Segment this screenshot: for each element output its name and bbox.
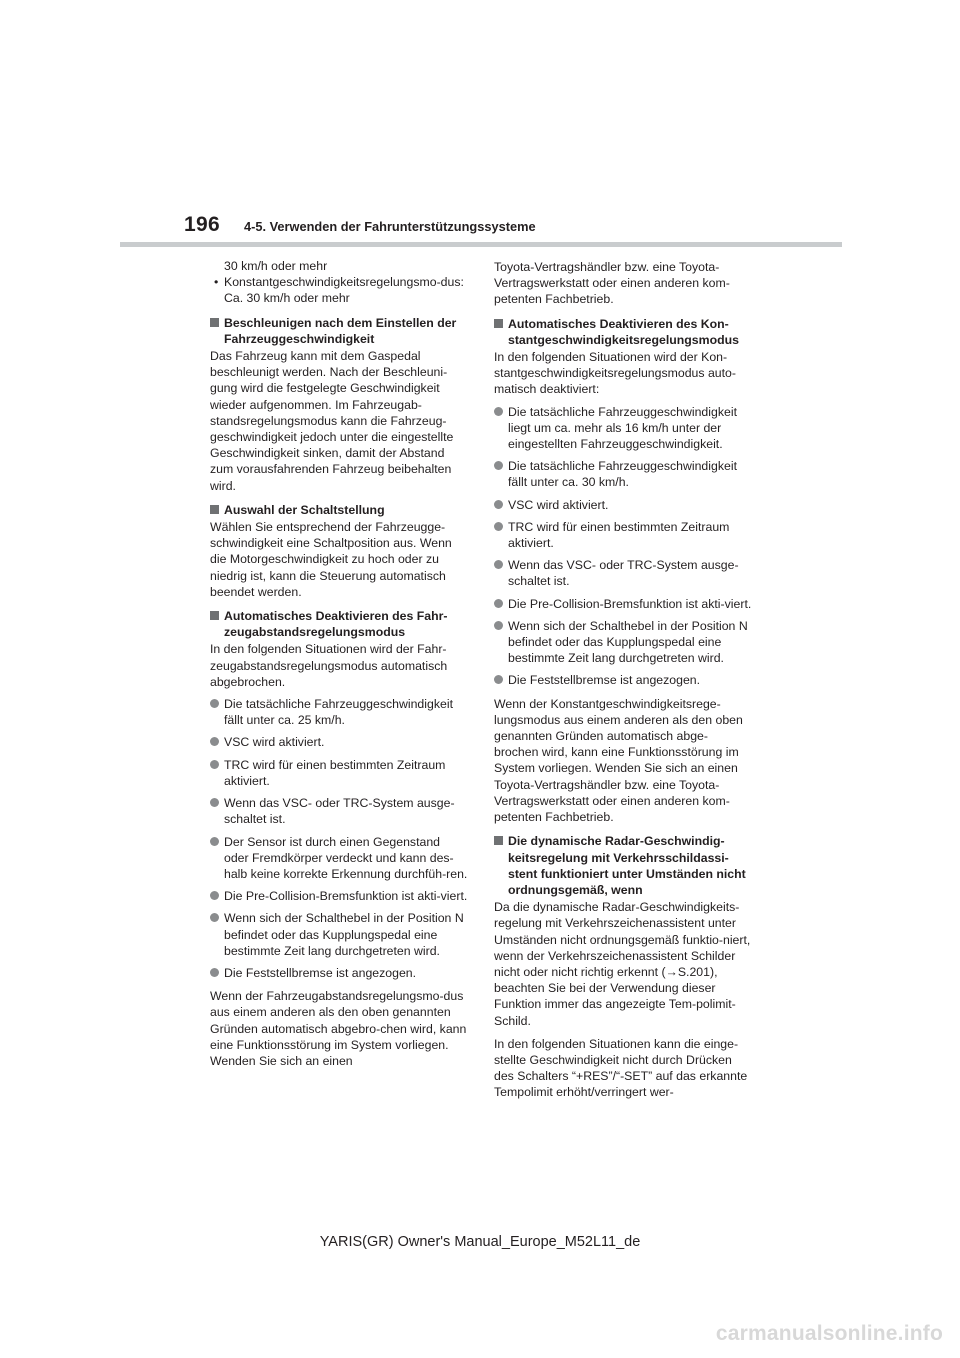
bullet-dot-icon bbox=[494, 461, 503, 470]
paragraph: In den folgenden Situationen kann die einge-stellte Geschwindigkeit nicht durch Drücken des Schalters “+RES”/“-SET” auf das erkannte Tempolimit erhöht/verringert wer- bbox=[494, 1036, 748, 1100]
list-item bbox=[494, 672, 752, 688]
subheading-text: Automatisches Deaktivieren des Kon-stantgeschwindigkeitsregelungsmodus bbox=[508, 316, 739, 347]
right-column bbox=[494, 258, 752, 1101]
paragraph: Wenn der Konstantgeschwindigkeitsrege-lungsmodus aus einem anderen als den oben genannten Gründen automatisch abge-brochen wird, kann eine Funktionsstörung im System vorliegen. Wenden Sie sich an einen Toyota-Vertragshändler bzw. eine Toyota-Vertragswerkstatt oder einen anderen kom-petenten Fachbetrieb. bbox=[494, 696, 743, 825]
list-item-text: Die Pre-Collision-Bremsfunktion ist akti-viert. bbox=[508, 596, 752, 611]
paragraph: Das Fahrzeug kann mit dem Gaspedal beschleunigt werden. Nach der Beschleuni-gung wird die festgelegte Geschwindigkeit wieder aufgenommen. Im Fahrzeugab-standsregelungsmodus kann die Fahrzeug-geschwindigkeit jedoch unter die eingestellte Geschwindigkeit sinken, damit der Abstand zum vorausfahrenden Fahrzeug beibehalten wird. bbox=[210, 349, 454, 493]
subheading-text: Die dynamische Radar-Geschwindig-keitsregelung mit Verkehrsschildassi-stent funktioniert unter Umständen nicht ordnungsgemäß, wenn bbox=[508, 834, 746, 897]
subheading bbox=[494, 833, 752, 898]
bullet-dot-icon bbox=[494, 621, 503, 630]
watermark: carmanualsonline.info bbox=[715, 1322, 943, 1345]
list-item-text: VSC wird aktiviert. bbox=[508, 497, 609, 512]
list-item-text: TRC wird für einen bestimmten Zeitraum aktiviert. bbox=[508, 519, 730, 551]
list-item bbox=[494, 404, 752, 453]
list-item bbox=[494, 557, 752, 589]
bullet-dot-icon bbox=[494, 407, 503, 416]
list-item-text: TRC wird für einen bestimmten Zeitraum aktiviert. bbox=[224, 757, 446, 788]
list-item-text: VSC wird aktiviert. bbox=[224, 735, 325, 750]
list-item bbox=[494, 458, 752, 490]
list-item bbox=[210, 910, 468, 959]
list-item-text: Der Sensor ist durch einen Gegenstand oder Fremdkörper verdeckt und kann des-halb keine korrekte Erkennung durchfüh-ren. bbox=[224, 834, 468, 881]
bullet-dot-icon bbox=[494, 522, 503, 531]
paragraph: Da die dynamische Radar-Geschwindigkeits-regelung mit Verkehrszeichenassistent unter Umständen nicht ordnungsgemäß funktio-niert, wenn der Verkehrszeichenassistent Schilder nicht oder nicht richtig erkennt (→S.201), beachten Sie bei der Verwendung dieser Funktion immer das angezeigte Tem-polimit-Schild. bbox=[494, 900, 751, 1028]
dash-marker: • bbox=[214, 275, 219, 290]
list-item bbox=[494, 596, 752, 612]
paragraph: In den folgenden Situationen wird der Kon-stantgeschwindigkeitsregelungsmodus auto-matisch deaktiviert: bbox=[494, 350, 736, 397]
paragraph: In den folgenden Situationen wird der Fahr-zeugabstandsregelungsmodus automatisch abgebrochen. bbox=[210, 642, 448, 689]
list-item-text: Die tatsächliche Fahrzeuggeschwindigkeit liegt um ca. mehr als 16 km/h unter der eingestellten Fahrzeuggeschwindigkeit. bbox=[508, 404, 737, 452]
subheading-text: Auswahl der Schaltstellung bbox=[224, 502, 385, 517]
subheading bbox=[210, 608, 468, 640]
list-item-text: Die Feststellbremse ist angezogen. bbox=[508, 673, 701, 688]
bullet-dot-icon bbox=[210, 699, 219, 708]
list-item-text: Die Feststellbremse ist angezogen. bbox=[224, 965, 417, 980]
square-bullet-icon bbox=[210, 611, 219, 620]
continued-line: 30 km/h oder mehr bbox=[224, 259, 328, 273]
bullet-dot-icon bbox=[210, 968, 219, 977]
list-item bbox=[210, 795, 468, 827]
list-item-text: Wenn sich der Schalthebel in der Position N befindet oder das Kupplungspedal eine bestimmte Zeit lang durchgetreten wird. bbox=[508, 618, 748, 666]
list-item bbox=[210, 834, 468, 883]
dash-list-item bbox=[210, 274, 468, 306]
bullet-dot-icon bbox=[494, 599, 503, 608]
page-number: 196 bbox=[184, 213, 220, 236]
list-item bbox=[494, 618, 752, 667]
list-item-text: Wenn das VSC- oder TRC-System ausge-schaltet ist. bbox=[508, 558, 739, 589]
list-item-text: Die Pre-Collision-Bremsfunktion ist akti-viert. bbox=[224, 889, 468, 904]
section-title: 4-5. Verwenden der Fahrunterstützungssysteme bbox=[244, 219, 536, 234]
header-rule bbox=[120, 242, 842, 247]
paragraph: Wenn der Fahrzeugabstandsregelungsmo-dus aus einem anderen als den oben genannten Gründen automatisch abgebro-chen wird, kann eine Funktionsstörung im System vorliegen. Wenden Sie sich an einen bbox=[210, 989, 467, 1068]
paragraph: Toyota-Vertragshändler bzw. eine Toyota-Vertragswerkstatt oder einen anderen kom-petenten Fachbetrieb. bbox=[494, 260, 730, 307]
left-column bbox=[210, 258, 468, 1069]
square-bullet-icon bbox=[210, 318, 219, 327]
subheading bbox=[210, 315, 468, 347]
list-item bbox=[210, 734, 468, 750]
footer-text: YARIS(GR) Owner's Manual_Europe_M52L11_de bbox=[319, 1234, 641, 1250]
square-bullet-icon bbox=[494, 319, 503, 328]
list-item bbox=[210, 888, 468, 904]
bullet-dot-icon bbox=[210, 913, 219, 922]
list-item bbox=[210, 696, 468, 728]
bullet-dot-icon bbox=[210, 891, 219, 900]
bullet-dot-icon bbox=[494, 560, 503, 569]
list-item bbox=[210, 757, 468, 789]
bullet-dot-icon bbox=[210, 737, 219, 746]
bullet-dot-icon bbox=[494, 500, 503, 509]
list-item-text: Wenn das VSC- oder TRC-System ausge-schaltet ist. bbox=[224, 796, 455, 827]
bullet-dot-icon bbox=[210, 760, 219, 769]
bullet-dot-icon bbox=[210, 837, 219, 846]
bullet-dot-icon bbox=[210, 798, 219, 807]
paragraph: Wählen Sie entsprechend der Fahrzeugge-schwindigkeit eine Schaltposition aus. Wenn die Motorgeschwindigkeit zu hoch oder zu niedrig ist, kann die Steuerung automatisch beendet werden. bbox=[210, 520, 452, 599]
subheading-text: Automatisches Deaktivieren des Fahr-zeugabstandsregelungsmodus bbox=[224, 609, 448, 640]
subheading bbox=[494, 316, 752, 348]
list-item-text: Die tatsächliche Fahrzeuggeschwindigkeit fällt unter ca. 25 km/h. bbox=[224, 697, 453, 728]
list-item-text: Wenn sich der Schalthebel in der Position N befindet oder das Kupplungspedal eine bestimmte Zeit lang durchgetreten wird. bbox=[224, 911, 464, 958]
subheading bbox=[210, 502, 468, 518]
subheading-text: Beschleunigen nach dem Einstellen der Fahrzeuggeschwindigkeit bbox=[224, 315, 457, 346]
dash-item-text: Konstantgeschwindigkeitsregelungsmo-dus: Ca. 30 km/h oder mehr bbox=[224, 275, 464, 306]
list-item bbox=[210, 965, 468, 981]
list-item-text: Die tatsächliche Fahrzeuggeschwindigkeit fällt unter ca. 30 km/h. bbox=[508, 459, 737, 490]
square-bullet-icon bbox=[494, 836, 503, 845]
square-bullet-icon bbox=[210, 505, 219, 514]
list-item bbox=[494, 519, 752, 551]
list-item bbox=[494, 497, 752, 513]
bullet-dot-icon bbox=[494, 675, 503, 684]
